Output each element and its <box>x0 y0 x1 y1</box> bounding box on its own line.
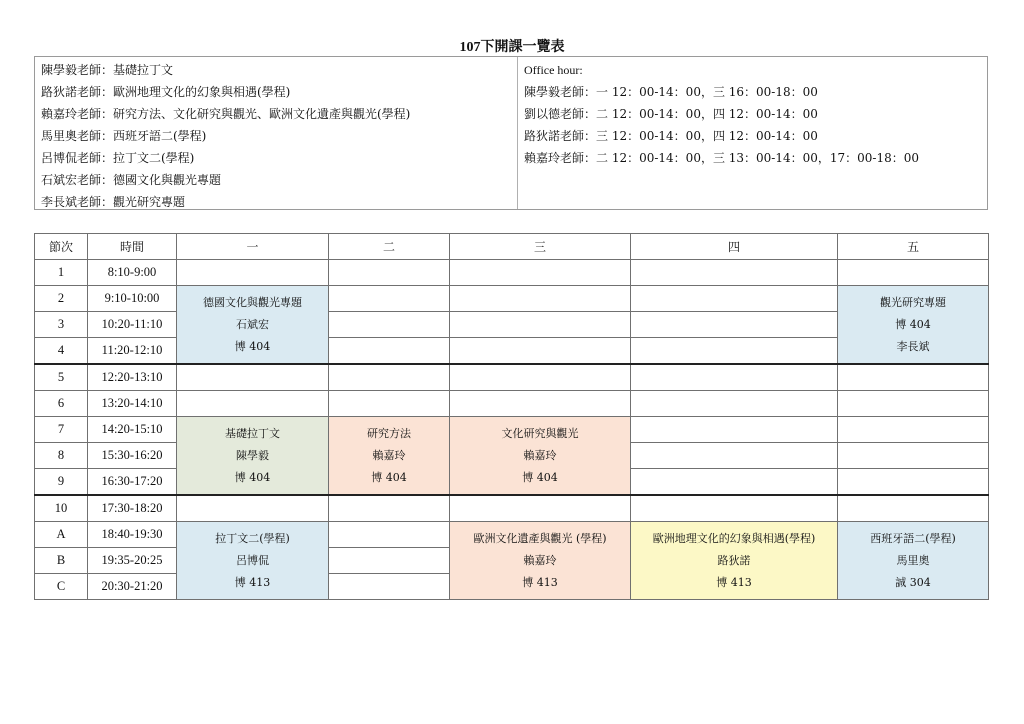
empty-cell <box>177 260 329 286</box>
empty-cell <box>177 391 329 417</box>
empty-cell <box>631 260 838 286</box>
teacher-list <box>41 59 410 213</box>
header-mon: 一 <box>177 234 329 260</box>
office-hour-heading: Office hour: <box>524 63 583 77</box>
empty-cell <box>450 338 631 365</box>
office-hour-entry: 賴嘉玲老師：二 12：00-14：00，三 13：00-14：00，17：00-18：00 <box>524 151 920 165</box>
office-hour-entry: 劉以德老師：二 12：00-14：00，四 12：00-14：00 <box>524 107 818 121</box>
empty-cell <box>631 469 838 496</box>
period-cell: B <box>35 548 88 574</box>
course-teacher: 賴嘉玲 <box>372 449 406 462</box>
course-block[interactable] <box>631 522 838 600</box>
time-cell: 19:35-20:25 <box>88 548 177 574</box>
info-box <box>34 56 988 210</box>
empty-cell <box>631 495 838 522</box>
empty-cell <box>631 391 838 417</box>
time-cell: 15:30-16:20 <box>88 443 177 469</box>
empty-cell <box>329 522 450 548</box>
empty-cell <box>329 391 450 417</box>
empty-cell <box>177 364 329 391</box>
course-teacher: 馬里奧 <box>896 554 930 567</box>
teacher-entry: 陳學毅老師：基礎拉丁文 <box>41 63 174 77</box>
table-row <box>35 286 989 312</box>
course-block[interactable] <box>450 417 631 496</box>
period-cell: 9 <box>35 469 88 496</box>
empty-cell <box>450 364 631 391</box>
empty-cell <box>838 364 989 391</box>
time-cell: 11:20-12:10 <box>88 338 177 365</box>
empty-cell <box>838 443 989 469</box>
empty-cell <box>631 364 838 391</box>
course-room: 博 404 <box>895 318 931 331</box>
empty-cell <box>329 286 450 312</box>
period-cell: 2 <box>35 286 88 312</box>
teacher-entry: 路狄諾老師：歐洲地理文化的幻象與相遇(學程) <box>41 85 291 99</box>
course-name: 歐洲地理文化的幻象與相遇(學程) <box>652 532 816 545</box>
course-teacher: 路狄諾 <box>717 554 751 567</box>
empty-cell <box>329 495 450 522</box>
empty-cell <box>329 260 450 286</box>
empty-cell <box>450 260 631 286</box>
period-cell: 8 <box>35 443 88 469</box>
time-cell: 10:20-11:10 <box>88 312 177 338</box>
course-teacher: 賴嘉玲 <box>523 449 557 462</box>
course-room: 博 404 <box>522 471 558 484</box>
empty-cell <box>329 364 450 391</box>
office-hour-list <box>524 59 919 169</box>
period-cell: C <box>35 574 88 600</box>
course-teacher: 石斌宏 <box>236 318 269 331</box>
time-cell: 8:10-9:00 <box>88 260 177 286</box>
table-row <box>35 260 989 286</box>
course-name: 歐洲文化遺產與觀光 (學程) <box>473 532 607 545</box>
empty-cell <box>838 417 989 443</box>
empty-cell <box>329 338 450 365</box>
page-title: 107下開課一覽表 <box>459 40 565 55</box>
course-block[interactable] <box>177 522 329 600</box>
course-room: 誠 304 <box>895 576 931 589</box>
course-block[interactable] <box>838 522 989 600</box>
period-cell: 3 <box>35 312 88 338</box>
header-row <box>35 234 989 260</box>
header-thu: 四 <box>631 234 838 260</box>
header-period: 節次 <box>35 234 88 260</box>
table-row <box>35 391 989 417</box>
course-room: 博 413 <box>522 576 558 589</box>
time-cell: 20:30-21:20 <box>88 574 177 600</box>
course-teacher: 賴嘉玲 <box>523 554 557 567</box>
schedule-table <box>34 233 989 600</box>
course-teacher: 李長斌 <box>896 340 930 353</box>
course-name: 基礎拉丁文 <box>225 427 280 440</box>
info-divider <box>517 57 518 209</box>
header-time: 時間 <box>88 234 177 260</box>
course-room: 博 413 <box>716 576 752 589</box>
course-block[interactable] <box>329 417 450 496</box>
teacher-entry: 呂博侃老師：拉丁文二(學程) <box>41 151 195 165</box>
empty-cell <box>838 260 989 286</box>
header-tue: 二 <box>329 234 450 260</box>
empty-cell <box>329 574 450 600</box>
course-teacher: 陳學毅 <box>236 449 269 462</box>
empty-cell <box>631 286 838 312</box>
empty-cell <box>631 417 838 443</box>
period-cell: 10 <box>35 495 88 522</box>
empty-cell <box>450 286 631 312</box>
header-fri: 五 <box>838 234 989 260</box>
empty-cell <box>838 495 989 522</box>
time-cell: 16:30-17:20 <box>88 469 177 496</box>
time-cell: 13:20-14:10 <box>88 391 177 417</box>
teacher-entry: 李長斌老師：觀光研究專題 <box>41 195 186 209</box>
teacher-entry: 馬里奧老師：西班牙語二(學程) <box>41 129 207 143</box>
course-name: 文化研究與觀光 <box>501 427 579 440</box>
course-name: 西班牙語二(學程) <box>870 532 956 545</box>
empty-cell <box>838 391 989 417</box>
empty-cell <box>838 469 989 496</box>
time-cell: 18:40-19:30 <box>88 522 177 548</box>
office-hour-entry: 路狄諾老師：三 12：00-14：00，四 12：00-14：00 <box>524 129 818 143</box>
table-row <box>35 364 989 391</box>
empty-cell <box>631 338 838 365</box>
course-room: 博 404 <box>234 471 271 484</box>
empty-cell <box>329 312 450 338</box>
time-cell: 14:20-15:10 <box>88 417 177 443</box>
course-teacher: 呂博侃 <box>236 554 269 567</box>
table-row <box>35 417 989 443</box>
course-name: 觀光研究專題 <box>880 296 946 309</box>
period-cell: 5 <box>35 364 88 391</box>
period-cell: 6 <box>35 391 88 417</box>
teacher-entry: 賴嘉玲老師：研究方法、文化研究與觀光、歐洲文化遺產與觀光(學程) <box>41 107 411 121</box>
period-cell: A <box>35 522 88 548</box>
time-cell: 12:20-13:10 <box>88 364 177 391</box>
empty-cell <box>177 495 329 522</box>
empty-cell <box>450 391 631 417</box>
course-room: 博 404 <box>371 471 407 484</box>
table-row <box>35 495 989 522</box>
course-block[interactable] <box>450 522 631 600</box>
course-name: 德國文化與觀光專題 <box>203 296 302 309</box>
course-block[interactable] <box>838 286 989 365</box>
empty-cell <box>329 548 450 574</box>
course-room: 博 413 <box>234 576 271 589</box>
period-cell: 1 <box>35 260 88 286</box>
course-name: 拉丁文二(學程) <box>215 532 290 545</box>
empty-cell <box>450 312 631 338</box>
course-room: 博 404 <box>234 340 271 353</box>
time-cell: 9:10-10:00 <box>88 286 177 312</box>
course-block[interactable] <box>177 286 329 365</box>
empty-cell <box>631 443 838 469</box>
empty-cell <box>631 312 838 338</box>
office-hour-entry: 陳學毅老師：一 12：00-14：00，三 16：00-18：00 <box>524 85 818 99</box>
teacher-entry: 石斌宏老師：德國文化與觀光專題 <box>41 173 222 187</box>
time-cell: 17:30-18:20 <box>88 495 177 522</box>
period-cell: 7 <box>35 417 88 443</box>
period-cell: 4 <box>35 338 88 365</box>
empty-cell <box>450 495 631 522</box>
table-row <box>35 522 989 548</box>
course-name: 研究方法 <box>367 427 411 440</box>
header-wed: 三 <box>450 234 631 260</box>
course-block[interactable] <box>177 417 329 496</box>
